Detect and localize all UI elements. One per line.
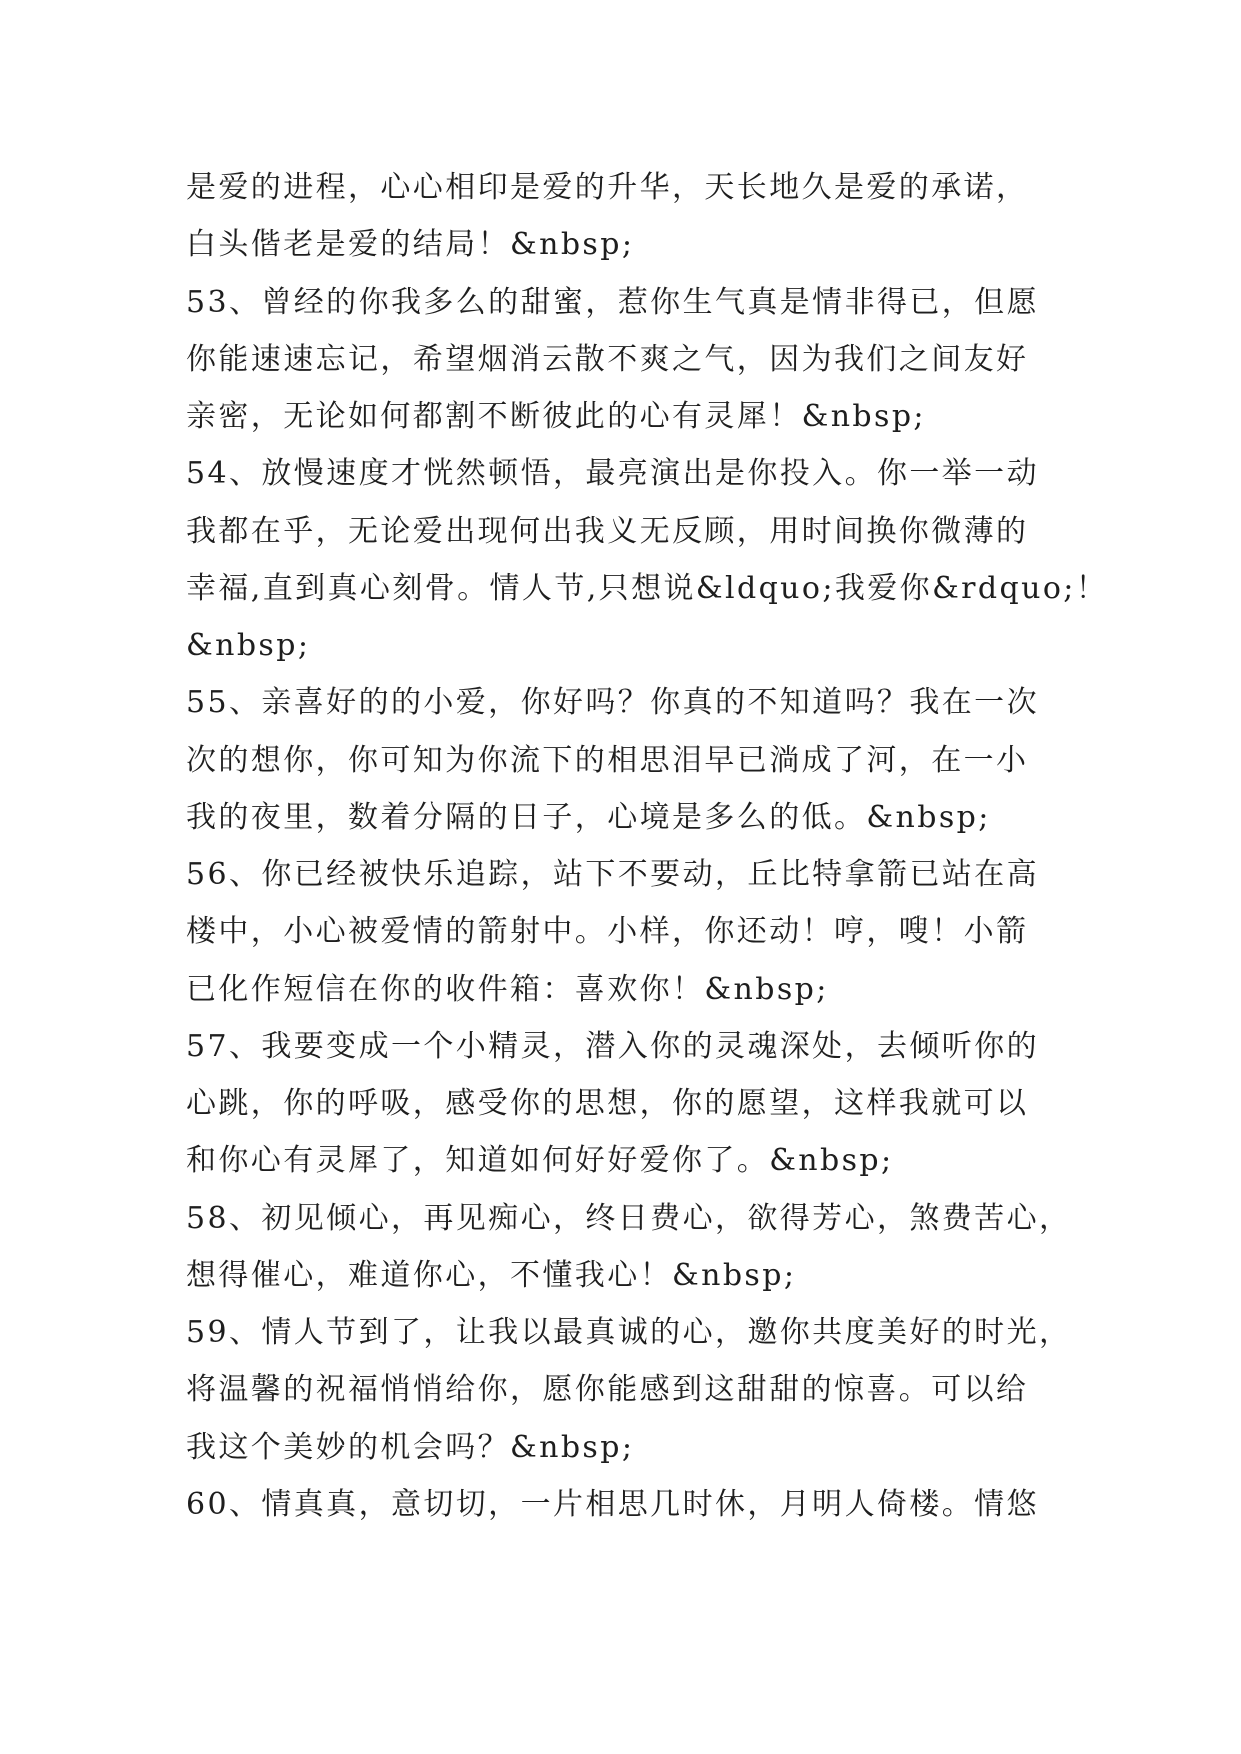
text-line: 幸福,直到真心刻骨。情人节,只想说&ldquo;我爱你&rdquo;！: [186, 570, 1109, 606]
text-line: 57、我要变成一个小精灵，潜入你的灵魂深处，去倾听你的: [186, 1028, 1039, 1064]
text-line: 我都在乎，无论爱出现何出我义无反顾，用时间换你微薄的: [186, 513, 1029, 549]
text-line: 我的夜里，数着分隔的日子，心境是多么的低。&nbsp;: [186, 799, 991, 835]
text-line: &nbsp;: [186, 628, 311, 663]
text-line: 白头偕老是爱的结局！&nbsp;: [186, 227, 635, 263]
text-line: 54、放慢速度才恍然顿悟，最亮演出是你投入。你一举一动: [186, 456, 1039, 492]
text-line: 你能速速忘记，希望烟消云散不爽之气，因为我们之间友好: [186, 341, 1029, 377]
text-line: 53、曾经的你我多么的甜蜜，惹你生气真是情非得已，但愿: [186, 284, 1039, 320]
text-line: 59、情人节到了，让我以最真诚的心，邀你共度美好的时光，: [186, 1315, 1072, 1350]
text-line: 55、亲喜好的的小爱，你好吗？你真的不知道吗？我在一次: [186, 685, 1039, 721]
text-line: 我这个美妙的机会吗？&nbsp;: [186, 1429, 635, 1465]
text-line: 60、情真真，意切切，一片相思几时休，月明人倚楼。情悠: [186, 1486, 1039, 1522]
text-line: 和你心有灵犀了，知道如何好好爱你了。&nbsp;: [186, 1143, 894, 1179]
text-line: 已化作短信在你的收件箱：喜欢你！&nbsp;: [186, 971, 829, 1007]
text-line: 58、初见倾心，再见痴心，终日费心，欲得芳心，煞费苦心，: [186, 1200, 1072, 1236]
text-line: 心跳，你的呼吸，感受你的思想，你的愿望，这样我就可以: [186, 1086, 1029, 1121]
document-body: [186, 159, 1146, 1533]
text-line: 次的想你，你可知为你流下的相思泪早已淌成了河，在一小: [186, 742, 1029, 778]
text-line: 将温馨的祝福悄悄给你，愿你能感到这甜甜的惊喜。可以给: [186, 1372, 1029, 1408]
text-line: 是爱的进程，心心相印是爱的升华，天长地久是爱的承诺，: [186, 170, 1029, 205]
text-line: 56、你已经被快乐追踪，站下不要动，丘比特拿箭已站在高: [186, 857, 1039, 892]
text-line: 亲密，无论如何都割不断彼此的心有灵犀！&nbsp;: [186, 399, 926, 434]
text-line: 想得催心，难道你心，不懂我心！&nbsp;: [186, 1257, 797, 1293]
text-line: 楼中，小心被爱情的箭射中。小样，你还动！哼，嗖！小箭: [186, 914, 1029, 950]
